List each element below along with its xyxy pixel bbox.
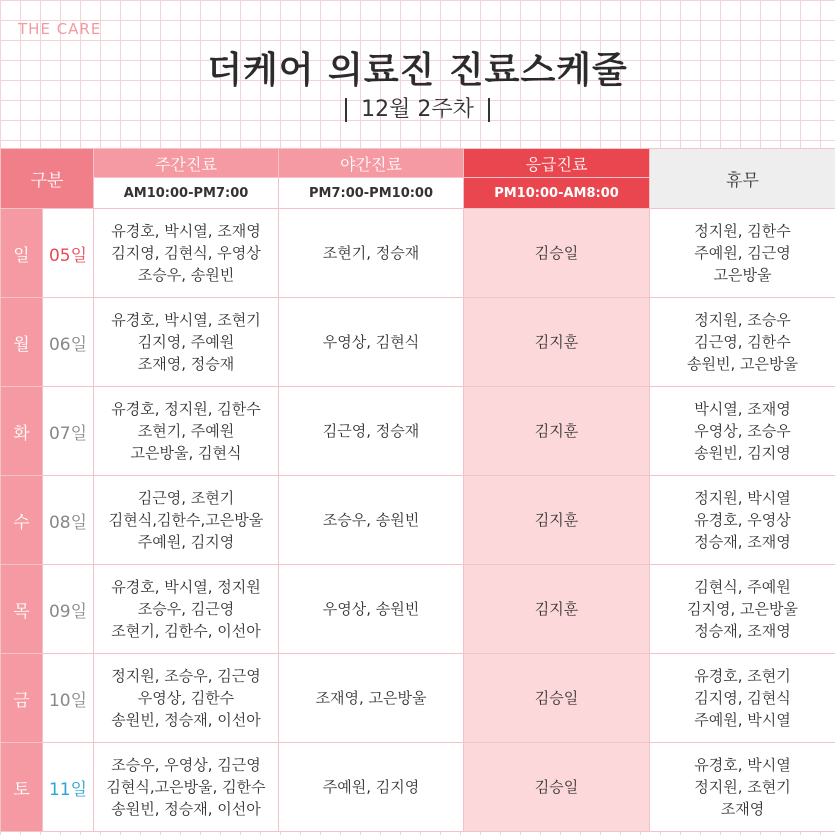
night-clinic-staff: 주예원, 김지영: [279, 743, 464, 832]
table-row: [1, 654, 835, 743]
weekday-label: 토: [1, 743, 43, 832]
brand-logo-text: THE CARE: [18, 20, 102, 38]
table-row: [1, 209, 835, 298]
header-day-off: 휴무: [650, 149, 835, 209]
page-subtitle: [0, 92, 835, 123]
weekday-label: 월: [1, 298, 43, 387]
day-clinic-staff: 유경호, 박시열, 조현기 김지영, 주예원 조재영, 정승재: [94, 298, 279, 387]
week-label: 12월 2주차: [361, 97, 474, 122]
date-label: 06일: [43, 298, 94, 387]
emergency-staff: 김승일: [464, 654, 650, 743]
header-night-clinic: 야간진료: [279, 149, 464, 178]
schedule-table: [0, 148, 835, 832]
emergency-staff: 김지훈: [464, 387, 650, 476]
divider-left: [345, 98, 347, 122]
day-off-staff: 정지원, 조승우 김근영, 김한수 송원빈, 고은방울: [650, 298, 835, 387]
day-off-staff: 박시열, 조재영 우영상, 조승우 송원빈, 김지영: [650, 387, 835, 476]
weekday-label: 일: [1, 209, 43, 298]
day-off-staff: 유경호, 박시열 정지원, 조현기 조재영: [650, 743, 835, 832]
header-emergency-clinic: 응급진료: [464, 149, 650, 178]
emergency-staff: 김승일: [464, 209, 650, 298]
emergency-staff: 김승일: [464, 743, 650, 832]
header-day-clinic: 주간진료: [94, 149, 279, 178]
emergency-staff: 김지훈: [464, 565, 650, 654]
date-label: 11일: [43, 743, 94, 832]
header-day-time: AM10:00-PM7:00: [94, 178, 279, 209]
day-off-staff: 김현식, 주예원 김지영, 고은방울 정승재, 조재영: [650, 565, 835, 654]
day-off-staff: 정지원, 박시열 유경호, 우영상 정승재, 조재영: [650, 476, 835, 565]
header-night-time: PM7:00-PM10:00: [279, 178, 464, 209]
day-off-staff: 유경호, 조현기 김지영, 김현식 주예원, 박시열: [650, 654, 835, 743]
day-clinic-staff: 유경호, 박시열, 조재영 김지영, 김현식, 우영상 조승우, 송원빈: [94, 209, 279, 298]
table-row: [1, 476, 835, 565]
weekday-label: 목: [1, 565, 43, 654]
weekday-label: 화: [1, 387, 43, 476]
night-clinic-staff: 김근영, 정승재: [279, 387, 464, 476]
header-gubun: 구분: [1, 149, 94, 209]
table-row: [1, 387, 835, 476]
table-row: [1, 298, 835, 387]
day-clinic-staff: 김근영, 조현기 김현식,김한수,고은방울 주예원, 김지영: [94, 476, 279, 565]
night-clinic-staff: 우영상, 김현식: [279, 298, 464, 387]
date-label: 07일: [43, 387, 94, 476]
date-label: 08일: [43, 476, 94, 565]
night-clinic-staff: 조승우, 송원빈: [279, 476, 464, 565]
day-clinic-staff: 정지원, 조승우, 김근영 우영상, 김한수 송원빈, 정승재, 이선아: [94, 654, 279, 743]
date-label: 09일: [43, 565, 94, 654]
page-title: 더케어 의료진 진료스케줄: [207, 50, 628, 91]
weekday-label: 금: [1, 654, 43, 743]
day-clinic-staff: 유경호, 정지원, 김한수 조현기, 주예원 고은방울, 김현식: [94, 387, 279, 476]
divider-right: [488, 98, 490, 122]
header-emergency-time: PM10:00-AM8:00: [464, 178, 650, 209]
date-label: 10일: [43, 654, 94, 743]
day-clinic-staff: 유경호, 박시열, 정지원 조승우, 김근영 조현기, 김한수, 이선아: [94, 565, 279, 654]
emergency-staff: 김지훈: [464, 298, 650, 387]
night-clinic-staff: 우영상, 송원빈: [279, 565, 464, 654]
day-off-staff: 정지원, 김한수 주예원, 김근영 고은방울: [650, 209, 835, 298]
table-row: [1, 743, 835, 832]
weekday-label: 수: [1, 476, 43, 565]
night-clinic-staff: 조재영, 고은방울: [279, 654, 464, 743]
date-label: 05일: [43, 209, 94, 298]
day-clinic-staff: 조승우, 우영상, 김근영 김현식,고은방울, 김한수 송원빈, 정승재, 이선아: [94, 743, 279, 832]
table-row: [1, 565, 835, 654]
night-clinic-staff: 조현기, 정승재: [279, 209, 464, 298]
emergency-staff: 김지훈: [464, 476, 650, 565]
